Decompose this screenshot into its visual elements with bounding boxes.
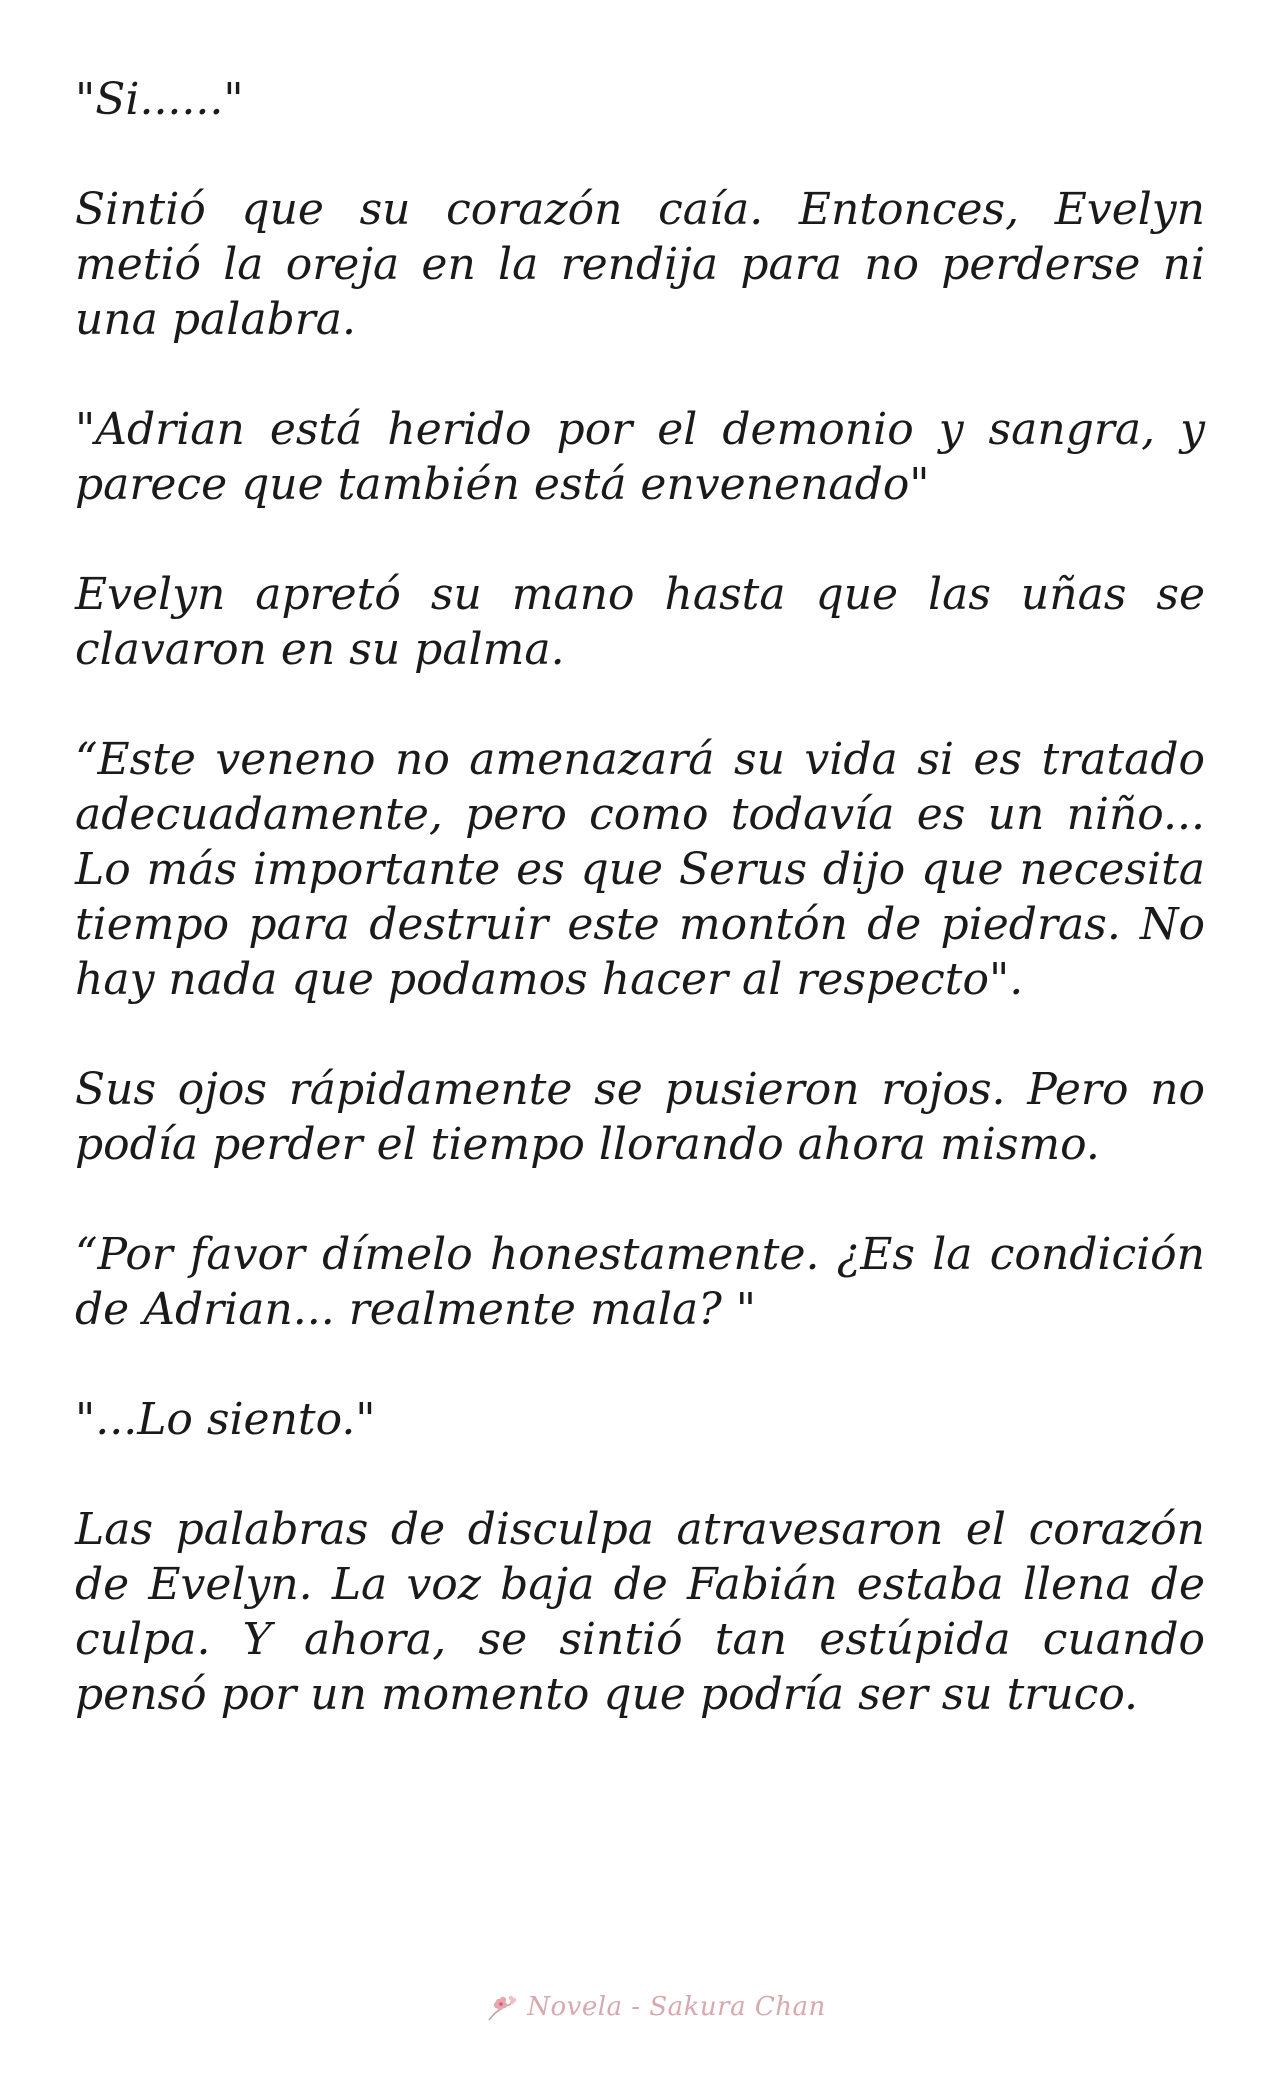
footer bbox=[0, 1982, 1275, 2032]
paragraph-8: "...Lo siento." bbox=[75, 1394, 376, 1445]
watermark-text: Novela - Sakura Chan bbox=[527, 1992, 826, 2022]
paragraph-1: "Si......" bbox=[75, 74, 244, 125]
document-body bbox=[75, 72, 1205, 1777]
paragraph-6: Sus ojos rápidamente se pusieron rojos. Pero no podía perder el tiempo llorando ahora mismo. bbox=[75, 1064, 1205, 1170]
cherry-blossom-icon bbox=[485, 1990, 519, 2024]
paragraph-3: "Adrian está herido por el demonio y sangra, y parece que también está envenenado" bbox=[75, 404, 1205, 510]
paragraph-5: “Este veneno no amenazará su vida si es tratado adecuadamente, pero como todavía es un niño... Lo más importante es que Serus dijo que necesita tiempo para destruir este montón de piedras. No hay nada que podamos hacer al respecto". bbox=[75, 734, 1205, 1005]
paragraph-7: “Por favor dímelo honestamente. ¿Es la condición de Adrian... realmente mala? " bbox=[75, 1229, 1205, 1335]
paragraph-9: Las palabras de disculpa atravesaron el corazón de Evelyn. La voz baja de Fabián estaba llena de culpa. Y ahora, se sintió tan estúpida cuando pensó por un momento que podría ser su truco. bbox=[75, 1504, 1205, 1720]
paragraph-2: Sintió que su corazón caía. Entonces, Evelyn metió la oreja en la rendija para no perderse ni una palabra. bbox=[75, 184, 1205, 345]
watermark-group bbox=[485, 1990, 826, 2024]
paragraph-4: Evelyn apretó su mano hasta que las uñas se clavaron en su palma. bbox=[75, 569, 1205, 675]
